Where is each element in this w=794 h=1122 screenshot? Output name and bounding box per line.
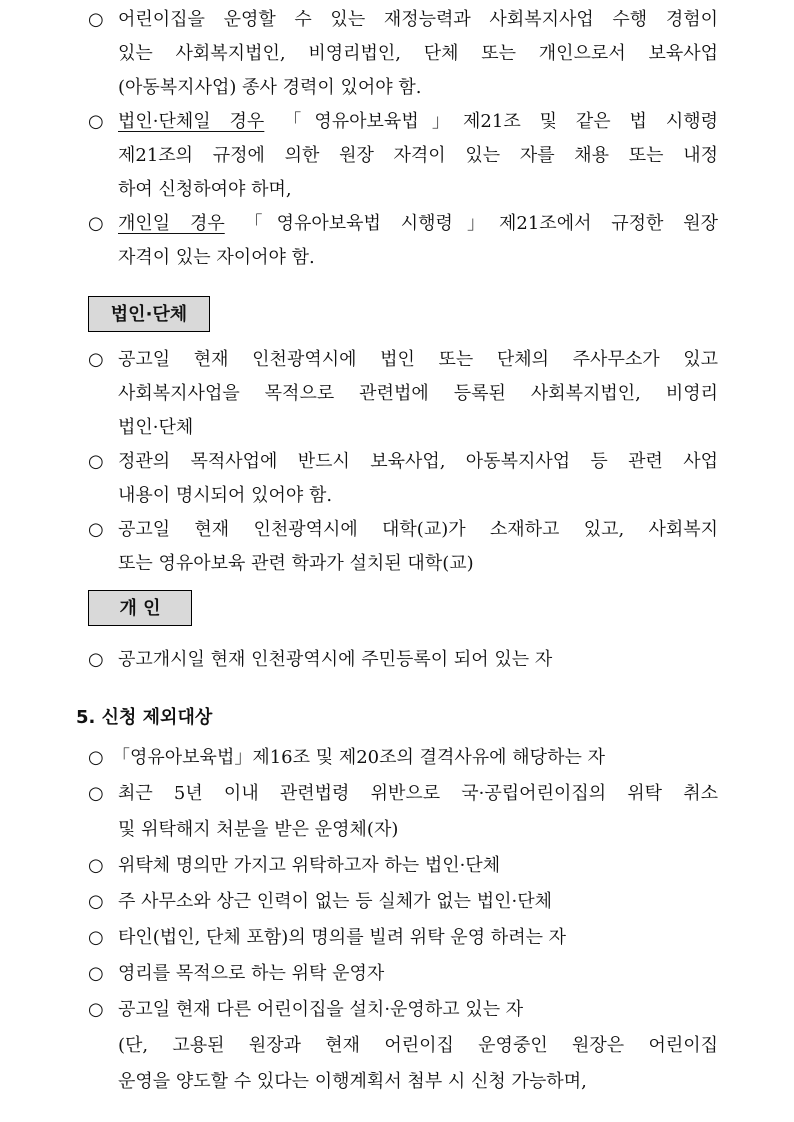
intro-item-1-line-2: 있는 사회복지법인, 비영리법인, 단체 또는 개인으로서 보육사업: [118, 43, 718, 64]
intro-item-2-line-1: [118, 110, 718, 134]
bullet-icon: ○: [88, 451, 104, 472]
bullet-icon: ○: [88, 649, 104, 670]
underlined-term: 법인·단체일 경우: [118, 111, 265, 132]
bullet-icon: ○: [88, 519, 104, 540]
s5-item-7-line-2: (단, 고용된 원장과 현재 어린이집 운영중인 원장은 어린이집: [118, 1035, 718, 1056]
bullet-icon: ○: [88, 891, 104, 912]
bullet-icon: ○: [88, 747, 104, 768]
bullet-icon: ○: [88, 213, 104, 234]
corp-item-2-line-1: 정관의 목적사업에 반드시 보육사업, 아동복지사업 등 관련 사업: [118, 451, 718, 472]
s5-item-6: 영리를 목적으로 하는 위탁 운영자: [118, 963, 385, 984]
s5-item-4: 주 사무소와 상근 인력이 없는 등 실체가 없는 법인·단체: [118, 891, 553, 912]
section-5-title: 5. 신청 제외대상: [76, 707, 213, 728]
s5-item-5: 타인(법인, 단체 포함)의 명의를 빌려 위탁 운영 하려는 자: [118, 927, 567, 948]
corp-item-3-line-1: 공고일 현재 인천광역시에 대학(교)가 소재하고 있고, 사회복지: [118, 519, 718, 540]
indiv-item-1-line-1: 공고개시일 현재 인천광역시에 주민등록이 되어 있는 자: [118, 649, 553, 670]
bullet-icon: ○: [88, 9, 104, 30]
underlined-term: 개인일 경우: [118, 213, 225, 234]
intro-item-1-line-3: (아동복지사업) 종사 경력이 있어야 함.: [118, 77, 422, 98]
indiv-label-box: 개 인: [88, 590, 192, 626]
corp-item-1-line-3: 법인·단체: [118, 417, 194, 438]
intro-item-3-line-1: [118, 212, 718, 236]
intro-item-2-line-3: 하여 신청하여야 하며,: [118, 179, 292, 200]
bullet-icon: ○: [88, 927, 104, 948]
bullet-icon: ○: [88, 111, 104, 132]
bullet-icon: ○: [88, 349, 104, 370]
corp-item-3-line-2: 또는 영유아보육 관련 학과가 설치된 대학(교): [118, 553, 474, 574]
s5-item-3: 위탁체 명의만 가지고 위탁하고자 하는 법인·단체: [118, 855, 501, 876]
bullet-icon: ○: [88, 855, 104, 876]
s5-item-2-line-1: 최근 5년 이내 관련법령 위반으로 국·공립어린이집의 위탁 취소: [118, 783, 718, 804]
bullet-icon: ○: [88, 783, 104, 804]
intro-item-3-line-1-rest: 「영유아보육법 시행령」제21조에서 규정한 원장: [224, 213, 718, 234]
s5-item-1: 「영유아보육법」제16조 및 제20조의 결격사유에 해당하는 자: [112, 747, 605, 768]
corp-item-2-line-2: 내용이 명시되어 있어야 함.: [118, 485, 333, 506]
bullet-icon: ○: [88, 963, 104, 984]
intro-item-1-line-1: 어린이집을 운영할 수 있는 재정능력과 사회복지사업 수행 경험이: [118, 9, 718, 30]
s5-item-7-line-3: 운영을 양도할 수 있다는 이행계획서 첨부 시 신청 가능하며,: [118, 1071, 587, 1092]
corp-item-1-line-1: 공고일 현재 인천광역시에 법인 또는 단체의 주사무소가 있고: [118, 349, 718, 370]
s5-item-2-line-2: 및 위탁해지 처분을 받은 운영체(자): [118, 819, 399, 840]
intro-item-2-line-2: 제21조의 규정에 의한 원장 자격이 있는 자를 채용 또는 내정: [118, 145, 718, 166]
intro-item-3-line-2: 자격이 있는 자이어야 함.: [118, 247, 315, 268]
intro-item-2-line-1-rest: 「영유아보육법」제21조 및 같은 법 시행령: [264, 111, 718, 132]
corp-item-1-line-2: 사회복지사업을 목적으로 관련법에 등록된 사회복지법인, 비영리: [118, 383, 718, 404]
s5-item-7-line-1: 공고일 현재 다른 어린이집을 설치·운영하고 있는 자: [118, 999, 524, 1020]
bullet-icon: ○: [88, 999, 104, 1020]
corp-label-box: 법인·단체: [88, 296, 210, 332]
